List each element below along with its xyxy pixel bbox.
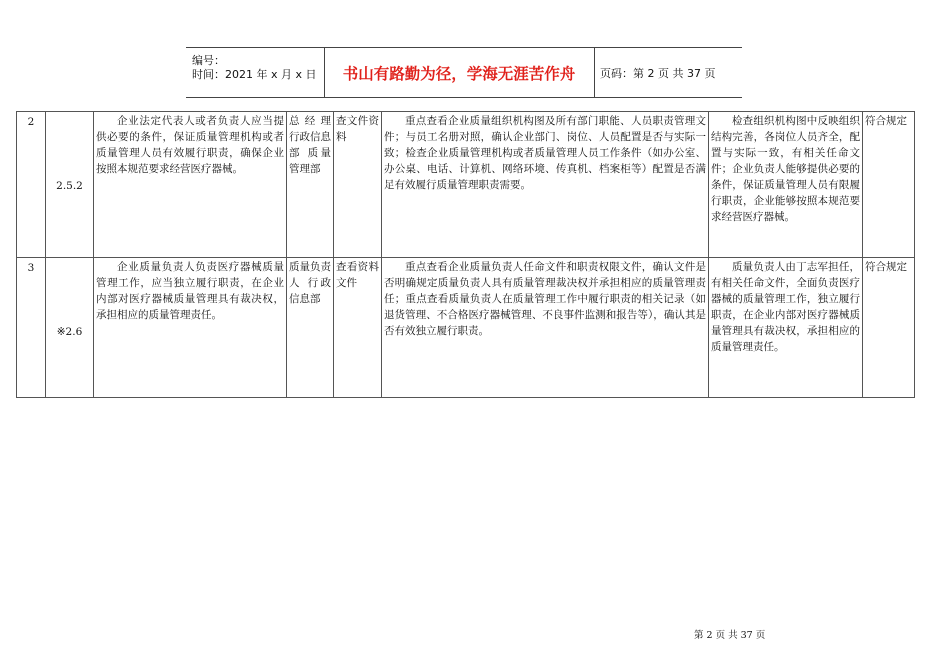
header-meta [186,48,325,97]
page-label: 页码：第 2 页 共 37 页 [600,66,716,80]
motto-text: 书山有路勤为径，学海无涯苦作舟 [324,48,595,97]
department-cell: 质量负责人 行政信息部 [287,258,334,398]
row-number: 3 [17,258,46,398]
method-cell: 查看资料文件 [334,258,382,398]
requirement-cell: 企业质量负责人负责医疗器械质量管理工作，应当独立履行职责，在企业内部对医疗器械质量管理具有裁决权，承担相应的质量管理责任。 [94,258,287,398]
clause-number: 2.5.2 [56,180,83,192]
row-number: 2 [17,112,46,258]
page-footer: 第 2 页 共 37 页 [694,630,766,641]
document-header [186,47,742,98]
key-points-cell: 重点查看企业质量负责人任命文件和职责权限文件，确认文件是否明确规定质量负责人具有质量管理裁决权并承担相应的质量管理责任；重点查看质量负责人在质量管理工作中履行职责的相关记录（如退货管理、不合格医疗器械管理、不良事件监测和报告等），确认其是否有效独立履行职责。 [382,258,709,398]
key-points-cell: 重点查看企业质量组织机构图及所有部门职能、人员职责管理文件；与员工名册对照，确认企业部门、岗位、人员配置是否与实际一致；检查企业质量管理机构或者质量管理人员工作条件（如办公室、办公桌、电话、计算机、网络环境、传真机、档案柜等）配置是否满足有效履行质量管理职责需要。 [382,112,709,258]
time-label: 时间：2021 年 x 月 x 日 [192,68,317,81]
clause-number: ※2.6 [56,326,83,338]
table-row [17,112,915,258]
conclusion-cell: 符合规定 [863,258,915,398]
clause-cell [46,112,94,258]
table-row [17,258,915,398]
inspection-table [16,111,915,398]
number-label: 编号： [192,54,225,67]
requirement-cell: 企业法定代表人或者负责人应当提供必要的条件，保证质量管理机构或者质量管理人员有效履行职责，确保企业按照本规范要求经营医疗器械。 [94,112,287,258]
conclusion-cell: 符合规定 [863,112,915,258]
method-cell: 查文件资料 [334,112,382,258]
result-cell: 质量负责人由丁志军担任，有相关任命文件，全面负责医疗器械的质量管理工作，独立履行职责，在企业内部对医疗器械质量管理具有裁决权，承担相应的质量管理责任。 [709,258,863,398]
department-cell: 总经理 行政信息部 质量管理部 [287,112,334,258]
result-cell: 检查组织机构图中反映组织结构完善，各岗位人员齐全，配置与实际一致，有相关任命文件；企业负责人能够提供必要的条件，保证质量管理人员有限履行职责，企业能够按照本规范要求经营医疗器械。 [709,112,863,258]
clause-cell [46,258,94,398]
